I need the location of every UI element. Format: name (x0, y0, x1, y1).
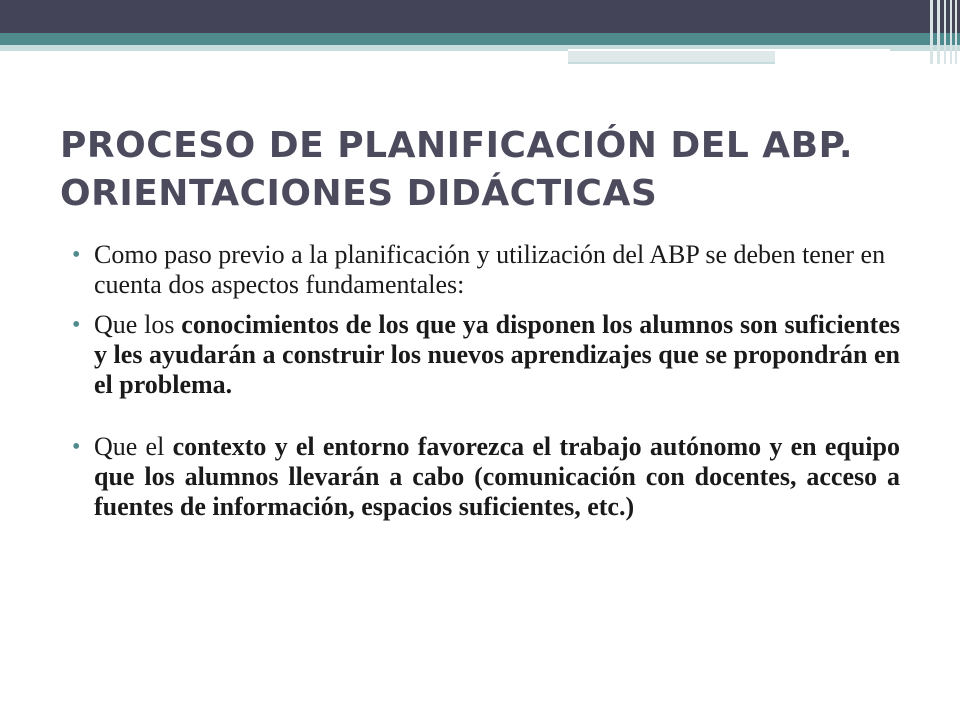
slide-title-line-2: ORIENTACIONES DIDÁCTICAS (60, 173, 658, 214)
bullet-text-2-bold: conocimientos de los que ya disponen los alumnos son suficientes y les ayudarán a construir los nuevos aprendizajes que se propondrán en el problema. (94, 310, 900, 399)
bullet-item-2 (72, 310, 900, 400)
bullet-text-3-plain: Que el (94, 432, 173, 461)
header-stripes-decoration (926, 0, 960, 64)
header-divider-line (568, 49, 890, 51)
bullet-dot-icon: • (72, 434, 81, 460)
slide-title-line-1: PROCESO DE PLANIFICACIÓN DEL ABP. (60, 125, 854, 166)
bullet-item-3 (72, 432, 900, 522)
bullet-dot-icon: • (72, 312, 81, 338)
header-divider-line-2 (568, 62, 775, 64)
header-band-dark (0, 0, 960, 33)
slide-title (60, 122, 920, 218)
bullet-text-2-plain: Que los (94, 310, 182, 339)
bullet-item-1 (72, 240, 900, 300)
header-band-teal (0, 33, 960, 45)
bullet-spacer (72, 400, 900, 432)
bullet-dot-icon: • (72, 242, 81, 268)
bullet-text-3-bold: contexto y el entorno favorezca el trabajo autónomo y en equipo que los alumnos llevarán a cabo (comunicación con docentes, acceso a fuentes de información, espacios suficientes, etc.) (94, 432, 900, 521)
bullet-text-1: Como paso previo a la planificación y utilización del ABP se deben tener en cuenta dos aspectos fundamentales: (94, 240, 886, 299)
slide-body (72, 240, 900, 522)
